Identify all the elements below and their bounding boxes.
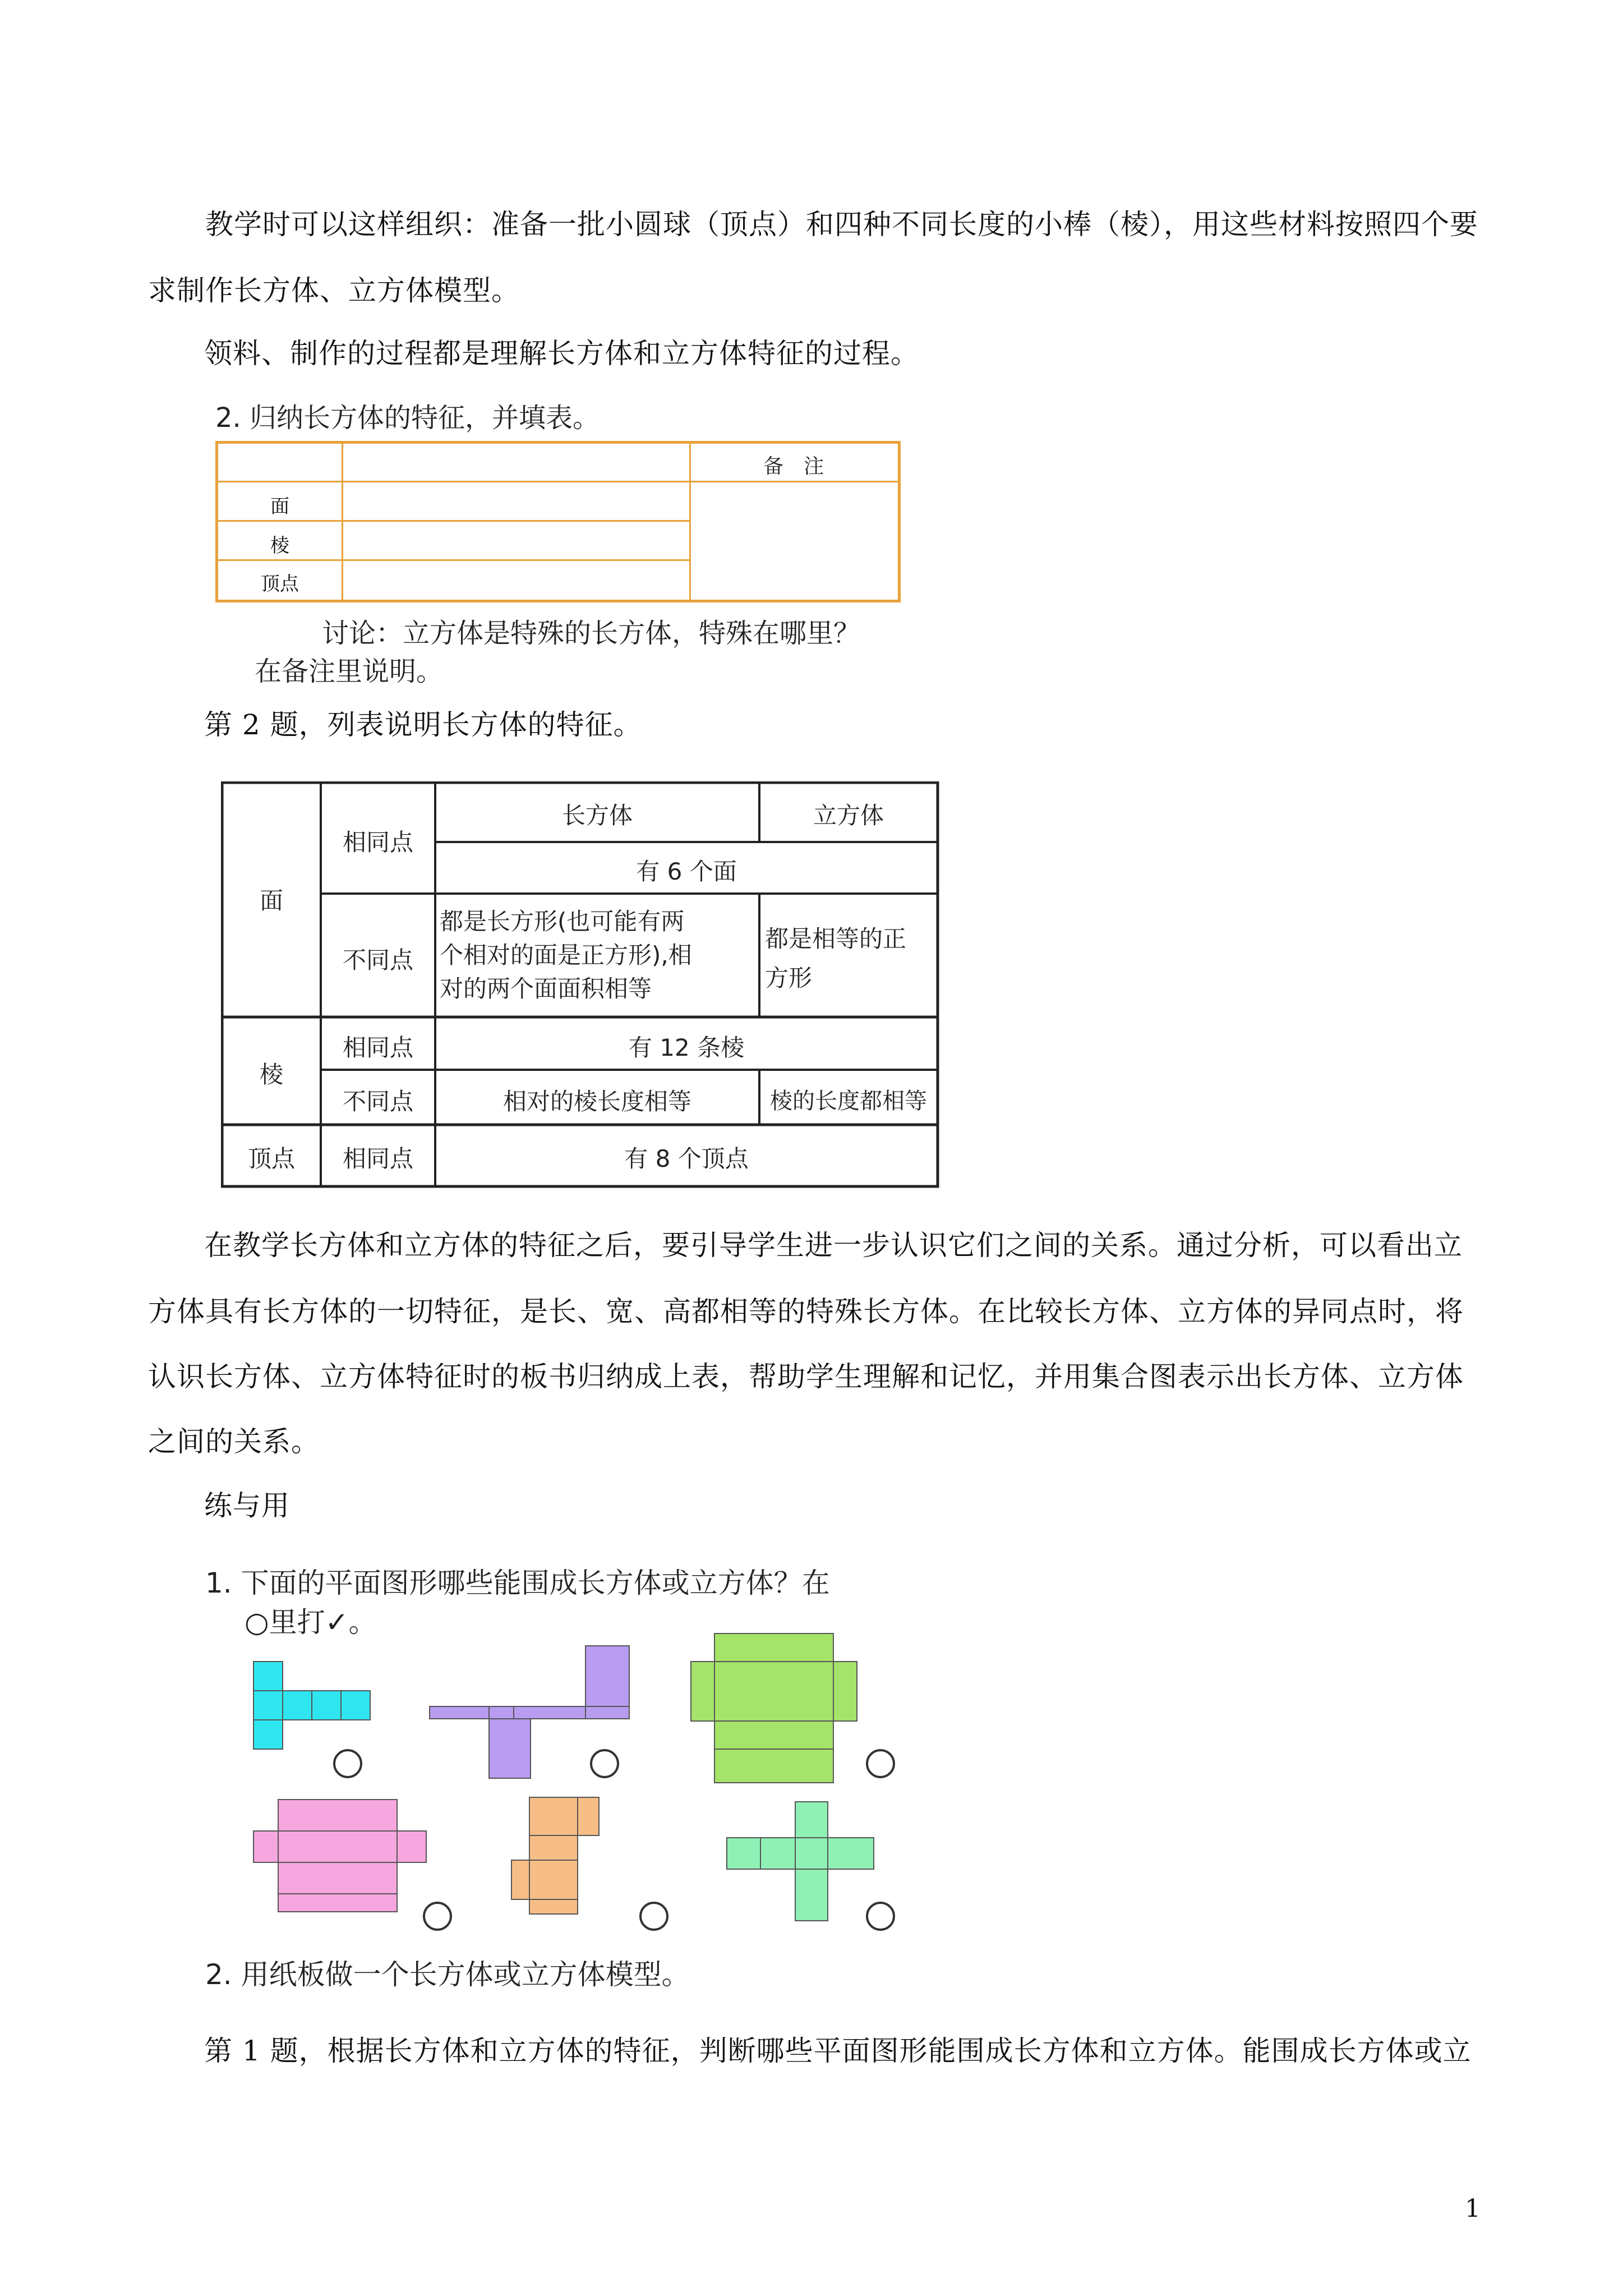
face-same-label: 相同点 bbox=[342, 829, 413, 856]
vertex-same-value: 有 8 个顶点 bbox=[624, 1145, 749, 1172]
edge-same-label: 相同点 bbox=[342, 1034, 413, 1061]
net-orange-5 bbox=[511, 1797, 599, 1914]
exercise-table-title: 2. 归纳长方体的特征，并填表。 bbox=[215, 402, 600, 434]
exercise-table-row-edge: 棱 bbox=[270, 535, 289, 557]
paragraph-3: 第 2 题，列表说明长方体的特征。 bbox=[204, 708, 642, 741]
face-diff-cuboid-line-2: 个相对的面是正方形),相 bbox=[440, 941, 692, 969]
header-cuboid: 长方体 bbox=[561, 802, 633, 829]
discussion-line-1: 讨论：立方体是特殊的长方体，特殊在哪里？ bbox=[322, 618, 861, 649]
p1-line1-text: 教学时可以这样组织：准备一批小圆球（顶点）和四种不同长度的小棒（棱），用这些材料按照四个要 bbox=[205, 208, 1478, 241]
exercise-table-row-face: 面 bbox=[270, 495, 289, 518]
answer-circle-3 bbox=[867, 1750, 894, 1777]
exercise-table-note-header: 备 注 bbox=[763, 455, 824, 478]
answer-circle-4 bbox=[424, 1903, 451, 1930]
answer-circle-2 bbox=[591, 1750, 618, 1777]
row-edge-label: 棱 bbox=[259, 1061, 283, 1088]
row-face-label: 面 bbox=[259, 887, 283, 914]
edge-same-value: 有 12 条棱 bbox=[628, 1034, 745, 1061]
net-cyan-1 bbox=[253, 1662, 370, 1749]
face-diff-cuboid-line-3: 对的两个面面积相等 bbox=[440, 975, 652, 1002]
answer-circle-1 bbox=[334, 1750, 361, 1777]
nets-question-1-line-2: ○里打✓。 bbox=[245, 1606, 377, 1639]
header-cube: 立方体 bbox=[813, 802, 884, 829]
net-mint-6 bbox=[727, 1802, 874, 1921]
exercise-table-row-vertex: 顶点 bbox=[261, 573, 299, 595]
paragraph-1-line-2: 求制作长方体、立方体模型。 bbox=[148, 274, 520, 307]
face-diff-label: 不同点 bbox=[342, 946, 413, 974]
net-pink-4 bbox=[253, 1800, 426, 1912]
nets-question-1-line-1: 1. 下面的平面图形哪些能围成长方体或立方体？在 bbox=[205, 1567, 830, 1599]
nets-question-2: 2. 用纸板做一个长方体或立方体模型。 bbox=[205, 1958, 690, 1991]
paragraph-6: 第 1 题，根据长方体和立方体的特征，判断哪些平面图形能围成长方体和立方体。能围成长方体或立 bbox=[204, 2035, 1472, 2067]
paragraph-4-line-2: 方体具有长方体的一切特征，是长、宽、高都相等的特殊长方体。在比较长方体、立方体的异同点时，将 bbox=[148, 1295, 1464, 1328]
answer-circle-5 bbox=[640, 1903, 667, 1930]
face-diff-cuboid-line-1: 都是长方形(也可能有两 bbox=[440, 908, 685, 935]
net-purple-2 bbox=[430, 1646, 629, 1778]
paragraph-4-line-1: 在教学长方体和立方体的特征之后，要引导学生进一步认识它们之间的关系。通过分析，可以看出立 bbox=[204, 1229, 1463, 1262]
answer-circle-6 bbox=[867, 1903, 894, 1930]
net-green-3 bbox=[691, 1634, 857, 1783]
edge-diff-cuboid: 相对的棱长度相等 bbox=[502, 1088, 691, 1115]
face-diff-cube-line-1: 都是相等的正 bbox=[765, 925, 907, 953]
edge-diff-label: 不同点 bbox=[342, 1088, 413, 1115]
row-vertex-label: 顶点 bbox=[247, 1145, 295, 1172]
paragraph-5: 练与用 bbox=[204, 1489, 290, 1522]
paragraph-4-line-4: 之间的关系。 bbox=[148, 1425, 320, 1458]
face-same-value: 有 6 个面 bbox=[636, 858, 737, 885]
vertex-same-label: 相同点 bbox=[342, 1145, 413, 1172]
discussion-line-2: 在备注里说明。 bbox=[255, 656, 444, 687]
paragraph-2: 领料、制作的过程都是理解长方体和立方体特征的过程。 bbox=[204, 337, 919, 370]
page-number: 1 bbox=[1465, 2194, 1481, 2223]
face-diff-cube-line-2: 方形 bbox=[765, 964, 813, 992]
paragraph-4-line-3: 认识长方体、立方体特征时的板书归纳成上表，帮助学生理解和记忆，并用集合图表示出长方体、立方体 bbox=[148, 1360, 1464, 1393]
edge-diff-cube: 棱的长度都相等 bbox=[770, 1088, 927, 1114]
